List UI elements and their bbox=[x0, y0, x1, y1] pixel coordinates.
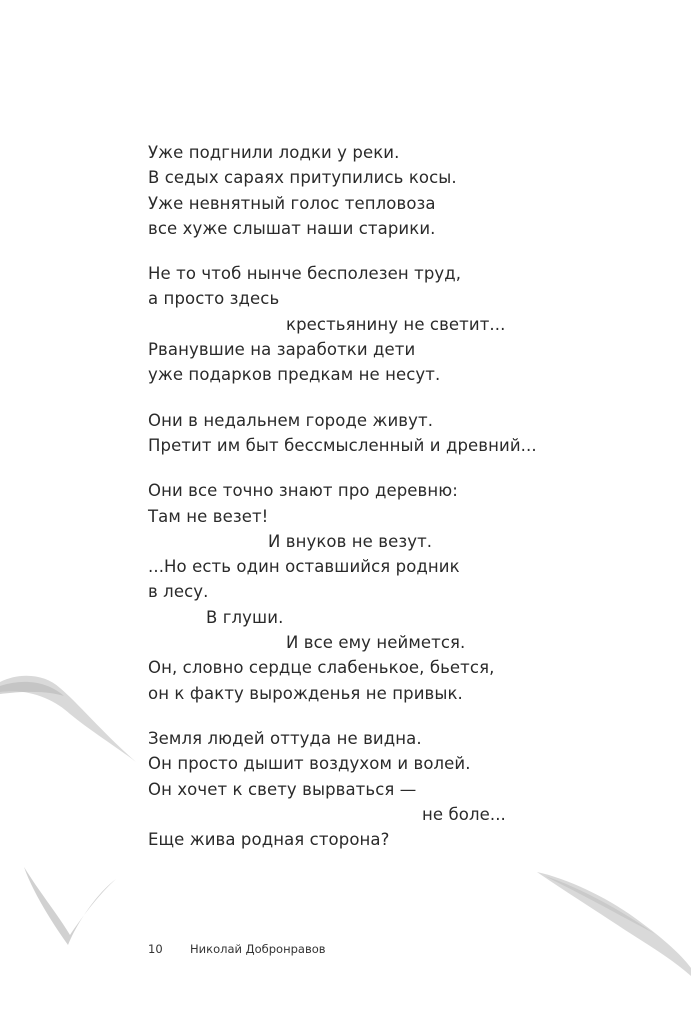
stanza-gap bbox=[148, 706, 668, 726]
poem-line: Рванувшие на заработки дети bbox=[148, 340, 416, 360]
poem-line: Там не везет! bbox=[148, 506, 269, 526]
poem-line: Земля людей оттуда не видна. bbox=[148, 728, 422, 748]
poem-line: Уже подгнили лодки у реки. bbox=[148, 143, 400, 162]
poem-line: в лесу. bbox=[148, 582, 209, 602]
poem-line: уже подарков предкам не несут. bbox=[148, 365, 441, 385]
poem-line: Не то чтоб нынче бесполезен труд, bbox=[148, 264, 462, 284]
poem-line-indented: И внуков не везут. bbox=[268, 531, 433, 551]
poem-line: все хуже слышат наши старики. bbox=[148, 218, 436, 238]
poem-line: Он просто дышит воздухом и волей. bbox=[148, 754, 471, 774]
poem-line: Он, словно сердце слабенькое, бьется, bbox=[148, 658, 495, 678]
stanza-gap bbox=[148, 388, 668, 408]
poem-line-indented: не боле... bbox=[422, 804, 506, 824]
brush-stroke-left bbox=[0, 670, 140, 770]
poem-line: Он хочет к свету вырваться — bbox=[148, 779, 417, 799]
poem-line: Еще жива родная сторона? bbox=[148, 830, 390, 850]
poem-line: Претит им быт бессмысленный и древний... bbox=[148, 435, 537, 455]
poem-line: Они в недальнем городе живут. bbox=[148, 410, 434, 430]
brush-stroke-bottom-left bbox=[20, 865, 120, 950]
poem-line: он к факту вырожденья не привык. bbox=[148, 683, 463, 703]
page-footer bbox=[148, 942, 326, 956]
poem bbox=[148, 140, 668, 852]
author-name: Николай Добронравов bbox=[190, 942, 326, 956]
poem-line: Они все точно знают про деревню: bbox=[148, 481, 458, 501]
stanza-gap bbox=[148, 241, 668, 261]
poem-line-indented: В глуши. bbox=[206, 607, 284, 627]
poem-line-indented: И все ему неймется. bbox=[286, 633, 466, 653]
poem-line: ...Но есть один оставшийся родник bbox=[148, 557, 460, 577]
poem-line: а просто здесь bbox=[148, 289, 280, 309]
page-number: 10 bbox=[148, 942, 163, 956]
poem-line: Уже невнятный голос тепловоза bbox=[148, 193, 436, 213]
stanza-gap bbox=[148, 458, 668, 478]
poem-line-indented: крестьянину не светит... bbox=[286, 314, 506, 334]
poem-line: В седых сараях притупились косы. bbox=[148, 168, 457, 188]
brush-stroke-bottom-right bbox=[535, 868, 691, 978]
